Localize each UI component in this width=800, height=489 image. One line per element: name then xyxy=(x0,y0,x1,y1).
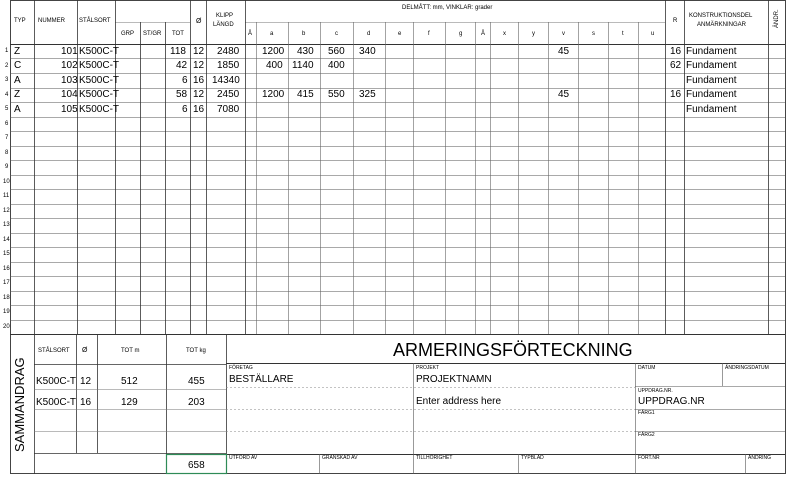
row-number: 1 xyxy=(5,48,9,54)
subheader: Å xyxy=(248,31,253,37)
col-header-grp: GRP xyxy=(121,31,135,37)
col-header-typ: TYP xyxy=(14,18,26,24)
row-number: 11 xyxy=(3,193,10,199)
subheader: c xyxy=(335,31,338,37)
cell-r[interactable]: 16 xyxy=(670,89,682,100)
subheader: y xyxy=(532,31,535,37)
col-header-anmarkningar: ANMÄRKNINGAR xyxy=(697,22,747,28)
cell-nummer[interactable]: 105 xyxy=(61,104,78,115)
cell-nummer[interactable]: 104 xyxy=(61,89,78,100)
summary-cell-tot-m[interactable]: 512 xyxy=(121,376,138,387)
cell-b[interactable]: 1140 xyxy=(292,60,314,71)
cell-tot[interactable]: 118 xyxy=(170,46,186,57)
col-header-delmatt: DELMÅTT: mm, VINKLAR: grader xyxy=(402,5,493,11)
summary-header-tot-m: TOT m xyxy=(121,348,140,354)
cell-tot[interactable]: 42 xyxy=(176,60,188,71)
granskad-label: GRANSKAD AV xyxy=(322,455,358,461)
andringsdatum-label: ÄNDRINGSDATUM xyxy=(725,365,769,371)
farg2-label: FÄRG2 xyxy=(638,432,655,438)
subheader: d xyxy=(367,31,371,37)
row-number: 17 xyxy=(3,280,10,286)
cell-langd[interactable]: 1850 xyxy=(217,60,240,71)
typblad-label: TYPBLAD xyxy=(521,455,544,461)
cell-konstruktionsdel[interactable]: Fundament xyxy=(686,60,737,71)
cell-diameter[interactable]: 12 xyxy=(193,89,205,100)
farg1-label: FÄRG1 xyxy=(638,410,655,416)
row-number: 5 xyxy=(5,106,9,112)
cell-c[interactable]: 550 xyxy=(328,89,345,100)
cell-diameter[interactable]: 12 xyxy=(193,60,205,71)
uppdrag-value[interactable]: UPPDRAG.NR xyxy=(638,396,705,407)
subheader: e xyxy=(398,31,402,37)
row-number: 16 xyxy=(3,266,10,272)
cell-a[interactable]: 1200 xyxy=(262,89,285,100)
summary-cell-tot-kg[interactable]: 203 xyxy=(188,397,205,408)
subheader: Å xyxy=(481,31,486,37)
projekt-value[interactable]: PROJEKTNAMN xyxy=(416,374,492,385)
andring-label: ÄNDRING xyxy=(748,455,772,461)
foretag-value[interactable]: BESTÄLLARE xyxy=(229,374,294,385)
row-number: 15 xyxy=(3,251,10,257)
cell-typ[interactable]: A xyxy=(14,75,21,86)
summary-header-tot-kg: TOT kg xyxy=(186,348,206,354)
cell-diameter[interactable]: 16 xyxy=(193,104,205,115)
row-number: 12 xyxy=(3,208,10,214)
cell-v[interactable]: 45 xyxy=(558,46,570,57)
subheader: s xyxy=(592,31,595,37)
subheader: x xyxy=(503,31,506,37)
col-header-nummer: NUMMER xyxy=(38,18,65,24)
row-number: 14 xyxy=(3,237,10,243)
cell-langd[interactable]: 7080 xyxy=(217,104,240,115)
fort-label: FÖRT.NR xyxy=(638,455,660,461)
cell-tot[interactable]: 58 xyxy=(176,89,188,100)
cell-c[interactable]: 560 xyxy=(328,46,345,57)
cell-d[interactable]: 340 xyxy=(359,46,376,57)
row-number: 13 xyxy=(3,222,10,228)
col-header-r: R xyxy=(673,18,678,24)
cell-konstruktionsdel[interactable]: Fundament xyxy=(686,89,737,100)
tillhorighet-label: TILLHÖRIGHET xyxy=(416,455,453,461)
subheader: g xyxy=(459,31,463,37)
cell-a[interactable]: 400 xyxy=(266,60,283,71)
cell-konstruktionsdel[interactable]: Fundament xyxy=(686,46,737,57)
col-header-stalsort: STÅLSORT xyxy=(79,18,111,24)
cell-nummer[interactable]: 103 xyxy=(61,75,78,86)
cell-typ[interactable]: Z xyxy=(14,46,21,57)
row-number: 20 xyxy=(3,324,10,330)
col-header-diameter: Ø xyxy=(196,18,202,25)
subheader: f xyxy=(428,31,430,37)
summary-cell-tot-m[interactable]: 129 xyxy=(121,397,138,408)
projekt-label: PROJEKT xyxy=(416,365,440,371)
cell-r[interactable]: 16 xyxy=(670,46,682,57)
summary-total-kg[interactable]: 658 xyxy=(188,460,205,471)
foretag-label: FÖRETAG xyxy=(229,365,253,371)
cell-stalsort[interactable]: K500C-T xyxy=(79,75,120,86)
summary-cell-stalsort[interactable]: K500C-T xyxy=(36,376,77,387)
row-number: 2 xyxy=(5,63,9,69)
cell-b[interactable]: 430 xyxy=(297,46,314,57)
cell-stalsort[interactable]: K500C-T xyxy=(79,89,120,100)
row-number: 19 xyxy=(3,309,10,315)
cell-stalsort[interactable]: K500C-T xyxy=(79,60,120,71)
cell-konstruktionsdel[interactable]: Fundament xyxy=(686,75,737,86)
subheader: v xyxy=(562,31,565,37)
col-header-andr: ÄNDR. xyxy=(774,9,780,28)
row-number: 9 xyxy=(5,164,9,170)
subheader: u xyxy=(651,31,655,37)
summary-cell-tot-kg[interactable]: 455 xyxy=(188,376,205,387)
subheader: b xyxy=(302,31,306,37)
summary-header-diameter: Ø xyxy=(82,347,88,354)
row-number: 4 xyxy=(5,92,9,98)
col-header-klipp: KLIPP xyxy=(216,13,234,19)
cell-d[interactable]: 325 xyxy=(359,89,376,100)
col-header-langd: LÄNGD xyxy=(213,22,234,28)
row-number: 18 xyxy=(3,295,10,301)
cell-konstruktionsdel[interactable]: Fundament xyxy=(686,104,737,115)
col-header-tot: TOT xyxy=(172,31,184,37)
cell-langd[interactable]: 14340 xyxy=(212,75,240,86)
summary-cell-stalsort[interactable]: K500C-T xyxy=(36,397,77,408)
sammandrag-label: SAMMANDRAG xyxy=(12,357,27,452)
uppdrag-label: UPPDRAG.NR. xyxy=(638,388,673,394)
col-header-konstruktionsdel: KONSTRUKTIONSDEL xyxy=(689,13,753,19)
cell-r[interactable]: 62 xyxy=(670,60,682,71)
cell-tot[interactable]: 6 xyxy=(182,104,188,115)
row-number: 7 xyxy=(5,135,9,141)
row-number: 3 xyxy=(5,77,9,83)
cell-typ[interactable]: Z xyxy=(14,89,21,100)
datum-label: DATUM xyxy=(638,365,656,371)
cell-nummer[interactable]: 102 xyxy=(61,60,78,71)
row-number: 8 xyxy=(5,150,9,156)
document-title: ARMERINGSFÖRTECKNING xyxy=(393,340,633,360)
cell-langd[interactable]: 2480 xyxy=(217,46,240,57)
row-number: 6 xyxy=(5,121,9,127)
subheader: a xyxy=(270,31,274,37)
cell-stalsort[interactable]: K500C-T xyxy=(79,46,120,57)
subheader: t xyxy=(622,31,624,37)
cell-tot[interactable]: 6 xyxy=(182,75,188,86)
summary-header-stalsort: STÅLSORT xyxy=(38,348,70,354)
cell-nummer[interactable]: 101 xyxy=(61,46,78,57)
cell-typ[interactable]: C xyxy=(14,60,22,71)
utford-label: UTFÖRD AV xyxy=(229,455,258,461)
cell-diameter[interactable]: 12 xyxy=(193,46,205,57)
summary-cell-diameter[interactable]: 16 xyxy=(80,397,92,408)
cell-v[interactable]: 45 xyxy=(558,89,570,100)
cell-stalsort[interactable]: K500C-T xyxy=(79,104,120,115)
cell-typ[interactable]: A xyxy=(14,104,21,115)
row-number: 10 xyxy=(3,179,10,185)
col-header-st-gr: ST/GR xyxy=(143,31,162,37)
cell-b[interactable]: 415 xyxy=(297,89,314,100)
cell-langd[interactable]: 2450 xyxy=(217,89,240,100)
summary-cell-diameter[interactable]: 12 xyxy=(80,376,92,387)
cell-diameter[interactable]: 16 xyxy=(193,75,205,86)
cell-a[interactable]: 1200 xyxy=(262,46,285,57)
cell-c[interactable]: 400 xyxy=(328,60,345,71)
address-value[interactable]: Enter address here xyxy=(416,396,502,407)
